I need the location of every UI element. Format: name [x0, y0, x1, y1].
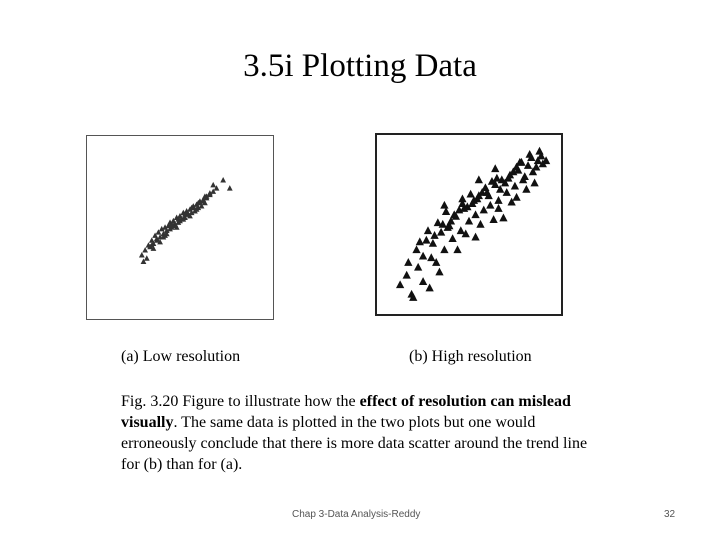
plot-b-point	[412, 245, 420, 253]
plot-b-point	[530, 179, 538, 187]
plot-b-point	[458, 194, 466, 202]
plot-b-point	[489, 215, 497, 223]
plot-b-point	[453, 245, 461, 253]
plot-a-label: (a) Low resolution	[121, 348, 241, 365]
scatter-plot-high-resolution	[375, 133, 563, 316]
plot-b-point	[437, 228, 445, 236]
plot-b-point	[448, 234, 456, 242]
plot-a-point	[220, 177, 226, 182]
plot-b-point	[476, 220, 484, 228]
plot-a-point	[139, 252, 145, 257]
plot-b-point	[422, 236, 430, 244]
plot-b-point	[491, 164, 499, 172]
caption-text-end: . The same data is plotted in the two plots but one would erroneously conclude that there is more data scatter around the trend line for (b) than for (a).	[121, 414, 588, 473]
scatter-plot-b-svg	[377, 135, 561, 314]
plot-b-point	[494, 204, 502, 212]
figure-caption	[121, 391, 591, 475]
plot-b-point	[403, 271, 411, 279]
plot-b-point	[457, 226, 465, 234]
scatter-plot-low-resolution	[86, 135, 274, 320]
page-number: 32	[664, 509, 676, 520]
plot-a-point	[144, 255, 150, 260]
plot-b-point	[440, 201, 448, 209]
plot-b-point	[416, 237, 424, 245]
plot-b-point	[493, 174, 501, 182]
plot-a-point	[142, 247, 148, 252]
plot-b-point	[471, 210, 479, 218]
caption-emphasis: effect of resolution can mislead visually	[121, 393, 571, 431]
plot-b-point	[526, 150, 534, 158]
scatter-plot-a-svg	[87, 136, 273, 319]
plot-b-point	[440, 245, 448, 253]
plot-b-point	[511, 182, 519, 190]
plot-b-point	[486, 201, 494, 209]
plot-a-point	[227, 185, 233, 190]
plot-b-point	[471, 233, 479, 241]
plot-b-point	[535, 147, 543, 155]
plot-b-point	[427, 253, 435, 261]
plot-b-point	[475, 175, 483, 183]
footer-text: Chap 3-Data Analysis-Reddy	[292, 509, 421, 520]
plot-b-point	[499, 214, 507, 222]
plot-b-point	[522, 185, 530, 193]
plot-b-point	[396, 280, 404, 288]
slide-title: 3.5i Plotting Data	[243, 48, 477, 84]
plot-b-point	[419, 277, 427, 285]
plot-b-point	[512, 193, 520, 201]
plot-b-point	[480, 206, 488, 214]
plot-b-point	[435, 268, 443, 276]
plot-b-point	[494, 196, 502, 204]
plot-b-label: (b) High resolution	[409, 348, 532, 365]
caption-text-start: Fig. 3.20 Figure to illustrate how the	[121, 393, 360, 410]
plot-b-point	[404, 258, 412, 266]
plot-a-point	[210, 182, 216, 187]
plot-b-point	[424, 226, 432, 234]
plot-b-point	[467, 190, 475, 198]
plot-b-point	[414, 263, 422, 271]
